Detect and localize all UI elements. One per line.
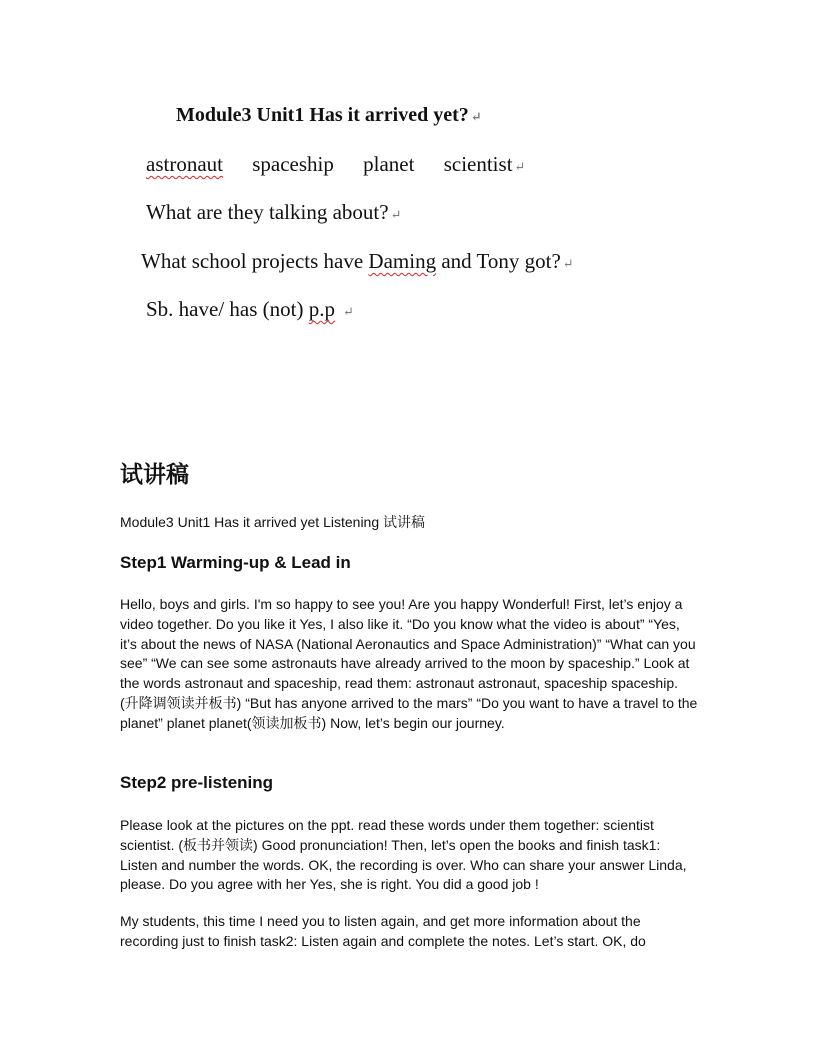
board-title [176, 104, 482, 127]
board-question-1 [146, 200, 401, 225]
vocab-word-4: scientist [443, 152, 513, 176]
vocab-word-3: planet [363, 152, 415, 176]
step2-title: Step2 pre-listening [120, 773, 274, 792]
board-sentence-pattern [146, 297, 354, 322]
step2-paragraph-1: Please look at the pictures on the ppt. read these words under them together: scientist scientist. (板书并领读) Good pronunciation! Then, let’s open the books and finish task1: Listen and number the words. OK, the recording is over. Who can share your answer Linda, please. Do you agree with her Yes, she is right. You did a good job ! [120, 817, 687, 893]
question-2-suffix: and Tony got? [436, 249, 561, 273]
board-title-text: Module3 Unit1 Has it arrived yet? [176, 104, 469, 126]
step2-paragraph-2: My students, this time I need you to listen again, and get more information about the recording just to finish task2: Listen again and complete the notes. Let’s start. OK, do [120, 913, 646, 949]
vocab-word-2: spaceship [252, 152, 334, 176]
question-1-text: What are they talking about? [146, 200, 389, 224]
vocabulary-line [146, 152, 525, 177]
vocab-word-1: astronaut [146, 152, 223, 176]
question-2-prefix: What school projects have [141, 249, 369, 273]
step1-title: Step1 Warming-up & Lead in [120, 553, 351, 572]
paragraph-mark-icon: ↵ [390, 207, 402, 222]
question-2-name: Daming [368, 249, 437, 273]
paragraph-mark-icon: ↵ [514, 159, 526, 174]
pattern-prefix: Sb. have/ has (not) [146, 297, 309, 321]
script-subtitle: Module3 Unit1 Has it arrived yet Listening 试讲稿 [120, 514, 426, 530]
script-heading: 试讲稿 [120, 461, 189, 487]
step1-paragraph: Hello, boys and girls. I'm so happy to see you! Are you happy Wonderful! First, let’s enjoy a video together. Do you like it Yes, I also like it. “Do you know what the video is about” “Yes, it’s about the news of NASA (National Aeronautics and Space Administration)” “What can you see” “We can see some astronauts have already arrived to the moon by spaceship.” Look at the words astronaut and spaceship, read them: astronaut astronaut, spaceship spaceship. (升降调领读并板书) “But has anyone arrived to the mars” “Do you want to have a travel to the planet” planet planet(领读加板书) Now, let’s begin our journey. [120, 596, 698, 731]
paragraph-mark-icon: ↵ [562, 256, 574, 271]
board-question-2 [141, 249, 574, 274]
paragraph-mark-icon: ↵ [470, 109, 482, 124]
paragraph-mark-icon: ↵ [342, 304, 354, 319]
pattern-pp: p.p [308, 297, 335, 321]
